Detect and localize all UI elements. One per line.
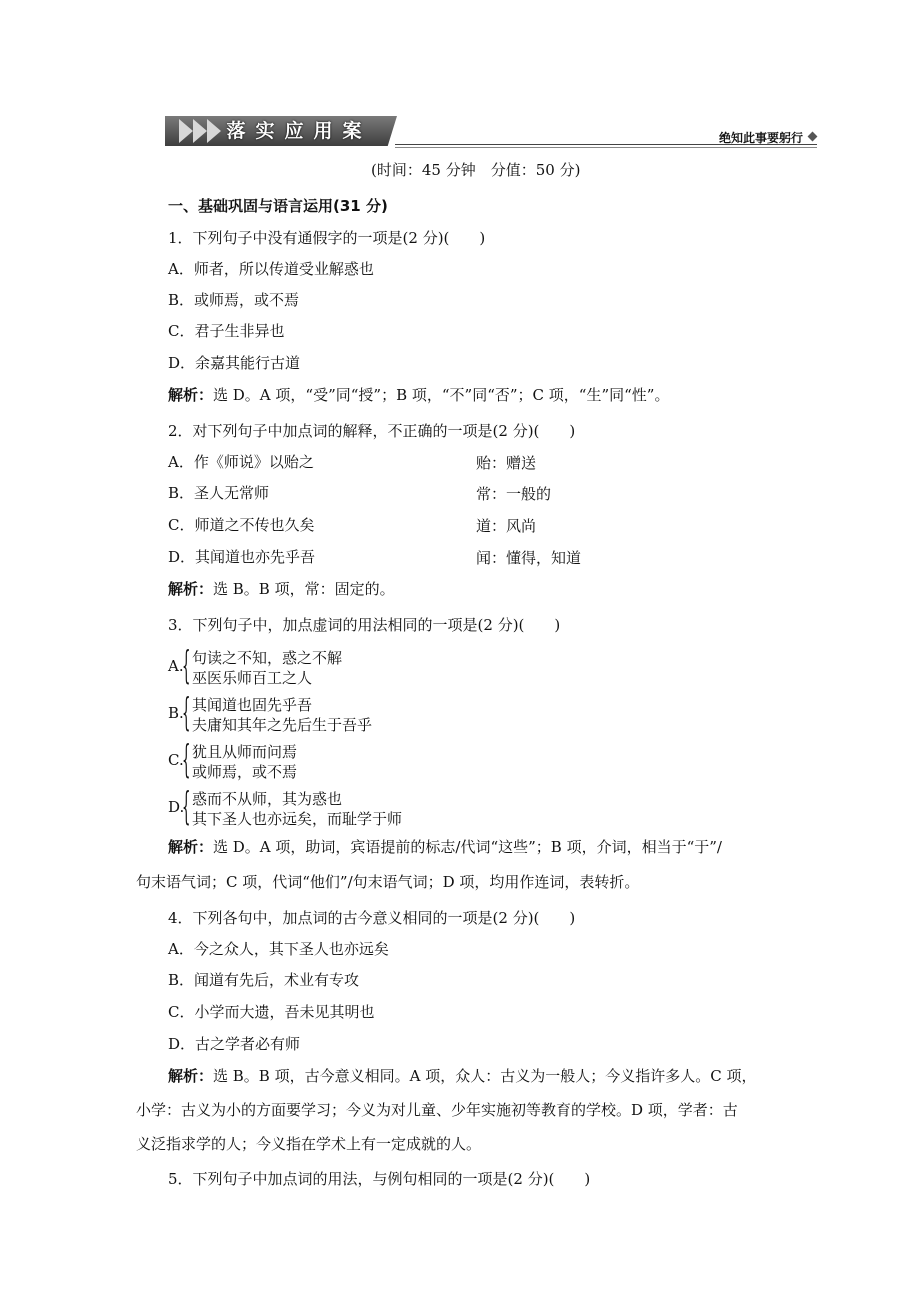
brace-icon: {	[182, 643, 191, 687]
option-line: 巫医乐师百工之人	[192, 669, 313, 687]
option-label: B.	[168, 704, 184, 722]
option-label: D.	[168, 798, 185, 816]
option-line: 其闻道也固先乎吾	[192, 696, 313, 714]
question-1-option-c: C．君子生非异也	[168, 322, 285, 340]
diamond-icon	[808, 132, 818, 142]
question-2-option-a-gloss: 贻：赠送	[476, 454, 537, 472]
analysis-text: 选 D。A 项，助词，宾语提前的标志/代词“这些”；B 项，介词，相当于“于”/	[213, 838, 722, 856]
option-line: 或师焉，或不焉	[192, 763, 298, 781]
banner-title	[223, 119, 365, 143]
question-4-option-c: C．小学而大遗，吾未见其明也	[168, 1003, 375, 1021]
banner-title-char: 实	[255, 120, 275, 142]
question-4-analysis-cont: 小学：古义为小的方面要学习；今义为对儿童、少年实施初等教育的学校。D 项，学者：古	[136, 1101, 738, 1119]
analysis-text: 选 B。B 项，古今意义相同。A 项，众人：古义为一般人；今义指许多人。C 项，	[213, 1067, 757, 1085]
analysis-label: 解析：	[168, 1067, 214, 1085]
question-4-option-b: B．闻道有先后，术业有专攻	[168, 971, 360, 989]
chevron-icon	[207, 119, 221, 143]
question-5-stem: 5．下列句子中加点词的用法，与例句相同的一项是(2 分)( )	[168, 1170, 591, 1188]
question-4-option-a: A．今之众人，其下圣人也亦远矣	[168, 940, 389, 958]
question-2-option-d: D．其闻道也亦先乎吾	[168, 548, 316, 566]
chevron-icon	[179, 119, 193, 143]
brace-icon: {	[182, 784, 191, 828]
option-line: 句读之不知，惑之不解	[192, 649, 343, 667]
analysis-label: 解析：	[168, 580, 214, 598]
brace-icon: {	[182, 737, 191, 781]
question-2-option-c-gloss: 道：风尚	[476, 517, 537, 535]
question-3-stem: 3．下列句子中，加点虚词的用法相同的一项是(2 分)( )	[168, 616, 561, 634]
chevron-icon	[193, 119, 207, 143]
question-1-analysis	[168, 385, 669, 405]
question-4-analysis-cont: 义泛指求学的人；今义指在学术上有一定成就的人。	[136, 1135, 482, 1153]
question-2-option-a: A．作《师说》以贻之	[168, 453, 314, 471]
question-1-option-b: B．或师焉，或不焉	[168, 291, 300, 309]
question-2-option-b: B．圣人无常师	[168, 484, 270, 502]
section-heading: 一、基础巩固与语言运用(31 分)	[168, 197, 388, 215]
option-line: 惑而不从师，其为惑也	[192, 790, 343, 808]
banner-title-char: 案	[342, 120, 362, 142]
time-info: (时间：45 分钟 分值：50 分)	[371, 161, 581, 179]
question-2-analysis	[168, 579, 395, 599]
banner-rule	[395, 147, 817, 148]
analysis-text: 选 B。B 项，常：固定的。	[213, 580, 395, 598]
question-3-analysis-cont: 句末语气词；C 项，代词“他们”/句末语气词；D 项，均用作连词，表转折。	[136, 873, 640, 891]
question-2-option-d-gloss: 闻：懂得，知道	[476, 549, 582, 567]
question-2-option-b-gloss: 常：一般的	[476, 485, 552, 503]
option-line: 夫庸知其年之先后生于吾乎	[192, 716, 373, 734]
question-2-stem: 2．对下列句子中加点词的解释，不正确的一项是(2 分)( )	[168, 422, 576, 440]
question-2-option-c: C．师道之不传也久矣	[168, 516, 315, 534]
brace-icon: {	[182, 690, 191, 734]
banner-title-char: 落	[226, 120, 246, 142]
question-4-option-d: D．古之学者必有师	[168, 1035, 301, 1053]
banner-title-char: 应	[284, 120, 304, 142]
question-3-analysis	[168, 837, 722, 857]
option-line: 其下圣人也亦远矣，而耻学于师	[192, 810, 403, 828]
banner-title-char: 用	[313, 120, 333, 142]
option-label: C.	[168, 751, 184, 769]
option-label: A.	[168, 657, 184, 675]
analysis-text: 选 D。A 项，“受”同“授”；B 项，“不”同“否”；C 项，“生”同“性”。	[213, 386, 670, 404]
question-1-stem: 1．下列句子中没有通假字的一项是(2 分)( )	[168, 229, 486, 247]
question-1-option-d: D．余嘉其能行古道	[168, 354, 301, 372]
question-4-analysis	[168, 1066, 756, 1086]
option-line: 犹且从师而问焉	[192, 743, 298, 761]
question-4-stem: 4．下列各句中，加点词的古今意义相同的一项是(2 分)( )	[168, 909, 576, 927]
analysis-label: 解析：	[168, 838, 214, 856]
question-1-option-a: A．师者，所以传道受业解惑也	[168, 260, 374, 278]
section-banner	[165, 116, 817, 150]
analysis-label: 解析：	[168, 386, 214, 404]
banner-slogan: 绝知此事要躬行	[718, 131, 803, 145]
